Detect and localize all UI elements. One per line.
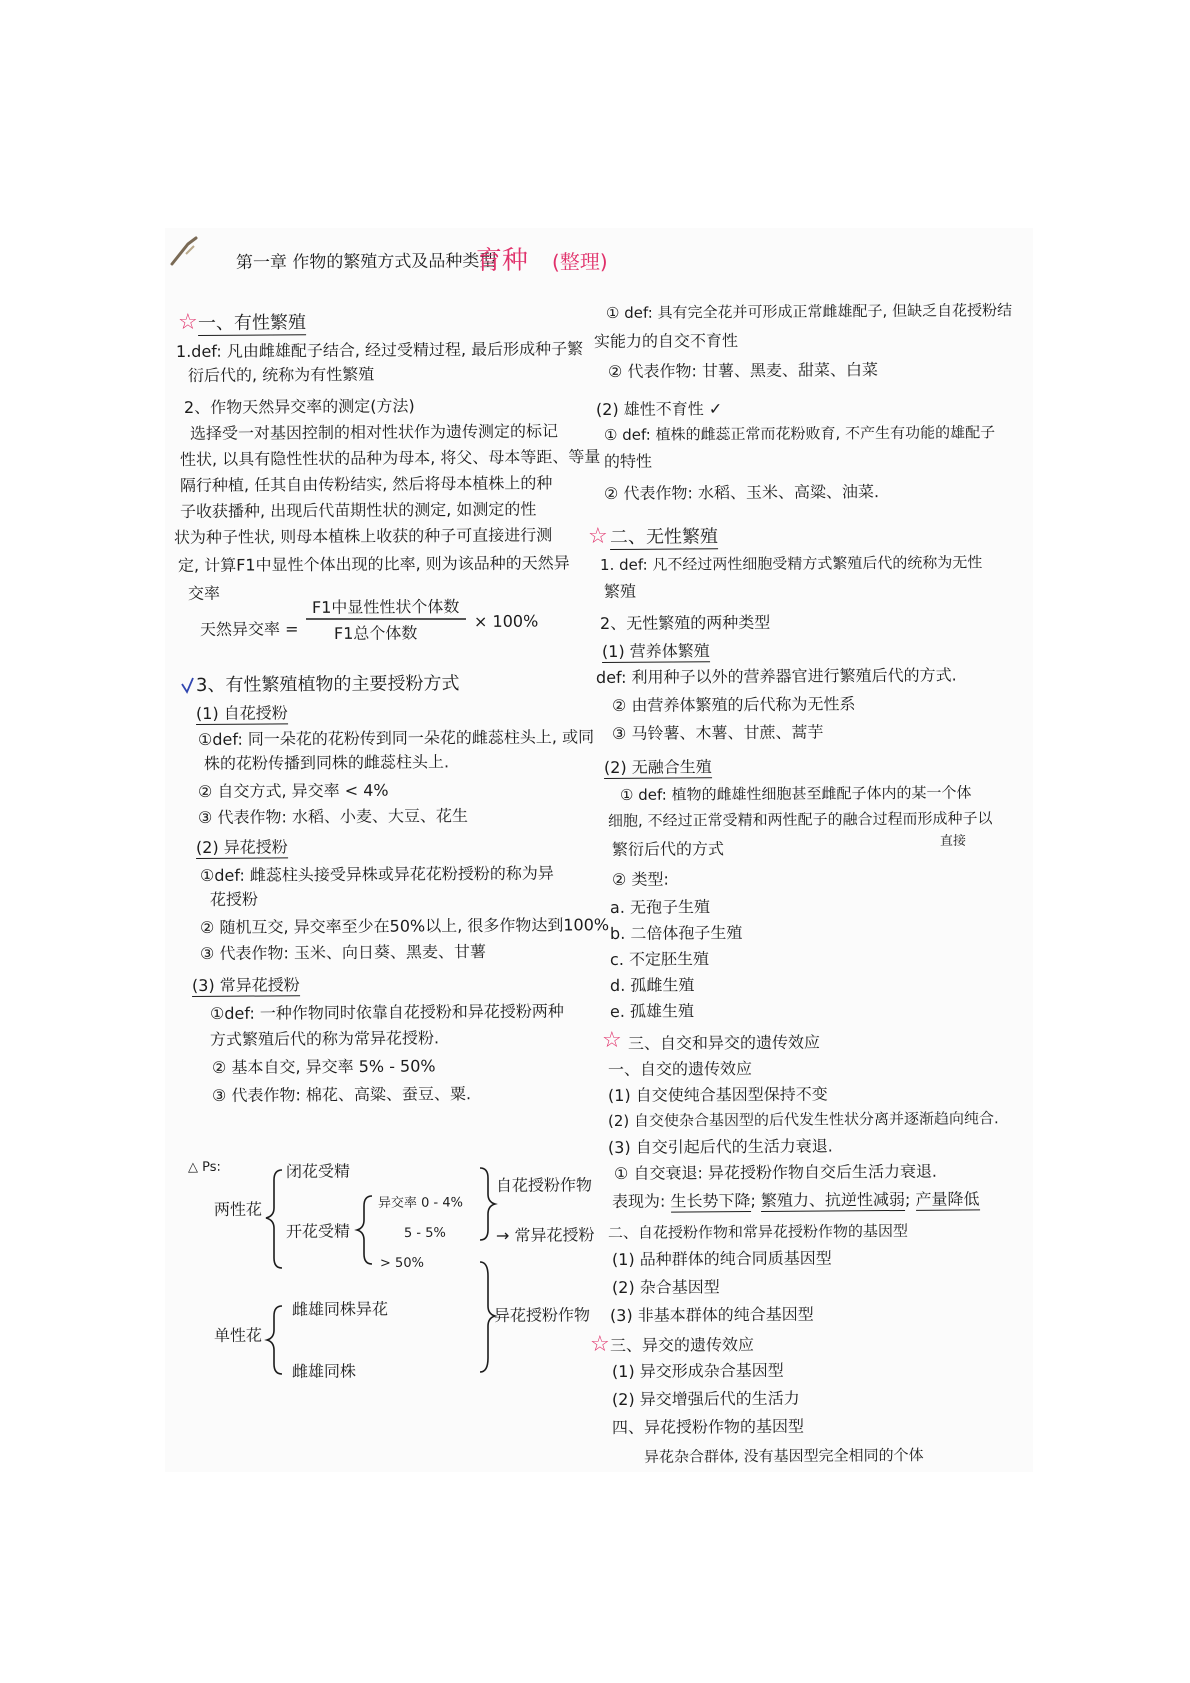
text-line: ③ 马铃薯、木薯、甘蔗、蒿芋: [611, 722, 824, 743]
mono-same-label: 雌雄同株: [291, 1361, 357, 1381]
text-line: ①def: 一种作物同时依靠自花授粉和异花授粉两种: [209, 1001, 564, 1023]
text-line: 细胞, 不经过正常受精和两性配子的融合过程而形成种子以: [607, 809, 993, 830]
star-icon: ☆: [602, 1028, 622, 1053]
formula-denominator: F1总个体数: [333, 623, 418, 643]
cross-crop-label: 异花授粉作物: [493, 1305, 591, 1325]
open-label: 开花受精: [285, 1221, 351, 1241]
text-line: ① def: 植株的雌蕊正常而花粉败育, 不产生有功能的雄配子: [603, 423, 996, 444]
subsection-heading: (3) 常异花授粉: [191, 975, 300, 995]
text-line: (1) 异交形成杂合基因型: [611, 1360, 784, 1381]
text-line: ① def: 具有完全花并可形成正常雌雄配子, 但缺乏自花授粉结: [605, 301, 1013, 322]
text-line: 状为种子性状, 则母本植株上收获的种子可直接进行测: [173, 525, 553, 547]
text-line: ② 自交方式, 异交率 < 4%: [197, 780, 389, 801]
text-line: 异花杂合群体, 没有基因型完全相同的个体: [643, 1446, 924, 1466]
text-line: 隔行种植, 任其自由传粉结实, 然后将母本植株上的种: [179, 473, 553, 495]
list-item: c. 不定胚生殖: [609, 949, 710, 969]
text-line: ③ 代表作物: 玉米、向日葵、黑麦、甘薯: [199, 942, 486, 963]
subsection-heading: 二、自花授粉作物和常异花授粉作物的基因型: [607, 1221, 909, 1242]
subsection-heading: 四、异花授粉作物的基因型: [611, 1416, 805, 1437]
text-line: (3) 自交引起后代的生活力衰退.: [607, 1136, 833, 1157]
text-line: 花授粉: [209, 889, 259, 909]
insertion-note: 直接: [939, 833, 967, 849]
text-line: ② 代表作物: 甘薯、黑麦、甜菜、白菜: [607, 360, 878, 381]
text-line: (1) 品种群体的纯合同质基因型: [611, 1248, 832, 1269]
text-line: ③ 代表作物: 水稻、小麦、大豆、花生: [197, 806, 468, 827]
star-icon: ☆: [588, 524, 608, 549]
rate-2: 5 - 5%: [403, 1225, 446, 1241]
brace-unisexual: [267, 1306, 282, 1374]
text-line: (2) 异交增强后代的生活力: [611, 1388, 800, 1409]
text-line: ① def: 植物的雌雄性细胞甚至雌配子体内的某一个体: [619, 783, 972, 804]
symptom-3: 产量降低: [915, 1189, 980, 1209]
text-line: ① 自交衰退: 异花授粉作物自交后生活力衰退.: [613, 1161, 938, 1183]
section-heading: 三、自交和异交的遗传效应: [627, 1032, 821, 1053]
formula-tail: × 100%: [473, 611, 539, 631]
text-line: 的特性: [603, 451, 653, 471]
brace-bisexual: [266, 1170, 282, 1268]
section-heading: 一、有性繁殖: [197, 312, 307, 334]
chapter-title: 第一章 作物的繁殖方式及品种类型: [235, 251, 497, 273]
text-line: 衍后代的, 统称为有性繁殖: [187, 364, 375, 385]
section-heading: 3、有性繁殖植物的主要授粉方式: [195, 673, 460, 696]
closed-label: 闭花受精: [285, 1161, 351, 1181]
list-item: b. 二倍体孢子生殖: [609, 923, 743, 943]
formula-numerator: F1中显性性状个体数: [311, 596, 460, 617]
text-line: 1. def: 凡不经过两性细胞受精方式繁殖后代的统称为无性: [599, 553, 983, 574]
rate-3: > 50%: [379, 1255, 424, 1271]
text-line: 实能力的自交不育性: [593, 330, 739, 351]
formula-label: 天然异交率 =: [199, 619, 299, 639]
subsection-heading: 一、自交的遗传效应: [607, 1058, 753, 1079]
subsection-heading: (2) 无融合生殖: [603, 757, 712, 777]
text-line: ② 随机互交, 异交率至少在50%以上, 很多作物达到100%: [199, 915, 610, 937]
list-item: e. 孤雄生殖: [609, 1001, 695, 1021]
subsection-heading: 三、异交的遗传效应: [609, 1334, 755, 1355]
text-line: ①def: 雌蕊柱头接受异株或异花花粉授粉的称为异: [199, 863, 554, 885]
text-line: 性状, 以具有隐性性状的品种为母本, 将父、母本等距、等量: [179, 447, 601, 469]
rate-1: 异交率 0 - 4%: [377, 1195, 464, 1211]
text-line: 方式繁殖后代的称为常异花授粉.: [209, 1028, 440, 1049]
brace-self-crop: [480, 1168, 495, 1240]
mono-diff-label: 雌雄同株异花: [291, 1299, 389, 1319]
text-line: 子收获播种, 出现后代苗期性状的测定, 如测定的性: [179, 499, 537, 521]
subsection-heading: (2) 雄性不育性 ✓: [595, 399, 723, 419]
text-line: 繁衍后代的方式: [611, 839, 725, 859]
section-heading: 二、无性繁殖: [609, 526, 719, 548]
text-line: ①def: 同一朵花的花粉传到同一朵花的雌蕊柱头上, 或同: [197, 727, 595, 749]
symptom-1: 生长势下降: [670, 1191, 751, 1211]
brace-open: [357, 1196, 372, 1264]
text-line: (2) 杂合基因型: [611, 1277, 720, 1297]
symptom-2: 繁殖力、抗逆性减弱: [760, 1189, 906, 1210]
text-line: ② 基本自交, 异交率 5% - 50%: [211, 1056, 436, 1077]
text-line: 选择受一对基因控制的相对性状作为遗传测定的标记: [189, 421, 559, 443]
text-line: 1.def: 凡由雌雄配子结合, 经过受精过程, 最后形成种子繁: [175, 339, 584, 361]
text-line: (2) 自交使杂合基因型的后代发生性状分离并逐渐趋向纯合.: [607, 1109, 999, 1130]
self-crop-label: 自花授粉作物: [495, 1175, 593, 1195]
list-item: d. 孤雌生殖: [609, 975, 695, 995]
text-line: (3) 非基本群体的纯合基因型: [609, 1304, 814, 1325]
text-line: ② 代表作物: 水稻、玉米、高粱、油菜.: [603, 482, 880, 503]
text-line: (1) 自交使纯合基因型保持不变: [607, 1084, 828, 1105]
text-line: 株的花粉传播到同株的雌蕊柱头上.: [203, 752, 450, 773]
check-mark: [182, 678, 193, 692]
label: 表现为:: [611, 1191, 666, 1211]
text-line: 交率: [187, 583, 221, 603]
ps-label: △ Ps:: [187, 1159, 221, 1175]
section-heading: 2、无性繁殖的两种类型: [599, 612, 771, 633]
bisexual-label: 两性花: [213, 1199, 263, 1219]
text-line: ② 由营养体繁殖的后代称为无性系: [611, 694, 856, 715]
list-item: a. 无孢子生殖: [609, 897, 711, 917]
text-line: def: 利用种子以外的营养器官进行繁殖后代的方式.: [595, 665, 957, 687]
subsection-heading: (1) 自花授粉: [195, 703, 288, 723]
unisexual-label: 单性花: [213, 1325, 263, 1345]
subsection-heading: (1) 营养体繁殖: [601, 641, 710, 661]
text-line: 表现为: 生长势下降; 繁殖力、抗逆性减弱; 产量降低: [611, 1189, 980, 1211]
brace-cross-crop: [480, 1262, 495, 1372]
often-cross-label: → 常异花授粉: [495, 1225, 595, 1245]
subject-title: 育种: [475, 245, 529, 276]
pencil-mark: [172, 238, 196, 264]
star-icon: ☆: [590, 1332, 610, 1357]
subsection-heading: (2) 异花授粉: [195, 837, 288, 857]
text-line: ③ 代表作物: 棉花、高粱、蚕豆、粟.: [211, 1084, 472, 1105]
section-heading: 2、作物天然异交率的测定(方法): [183, 396, 415, 417]
text-line: 定, 计算F1中显性个体出现的比率, 则为该品种的天然异: [177, 553, 570, 575]
title-note: (整理): [551, 249, 608, 274]
star-icon: ☆: [178, 310, 198, 335]
text-line: ② 类型:: [611, 869, 669, 889]
text-line: 繁殖: [603, 581, 637, 601]
